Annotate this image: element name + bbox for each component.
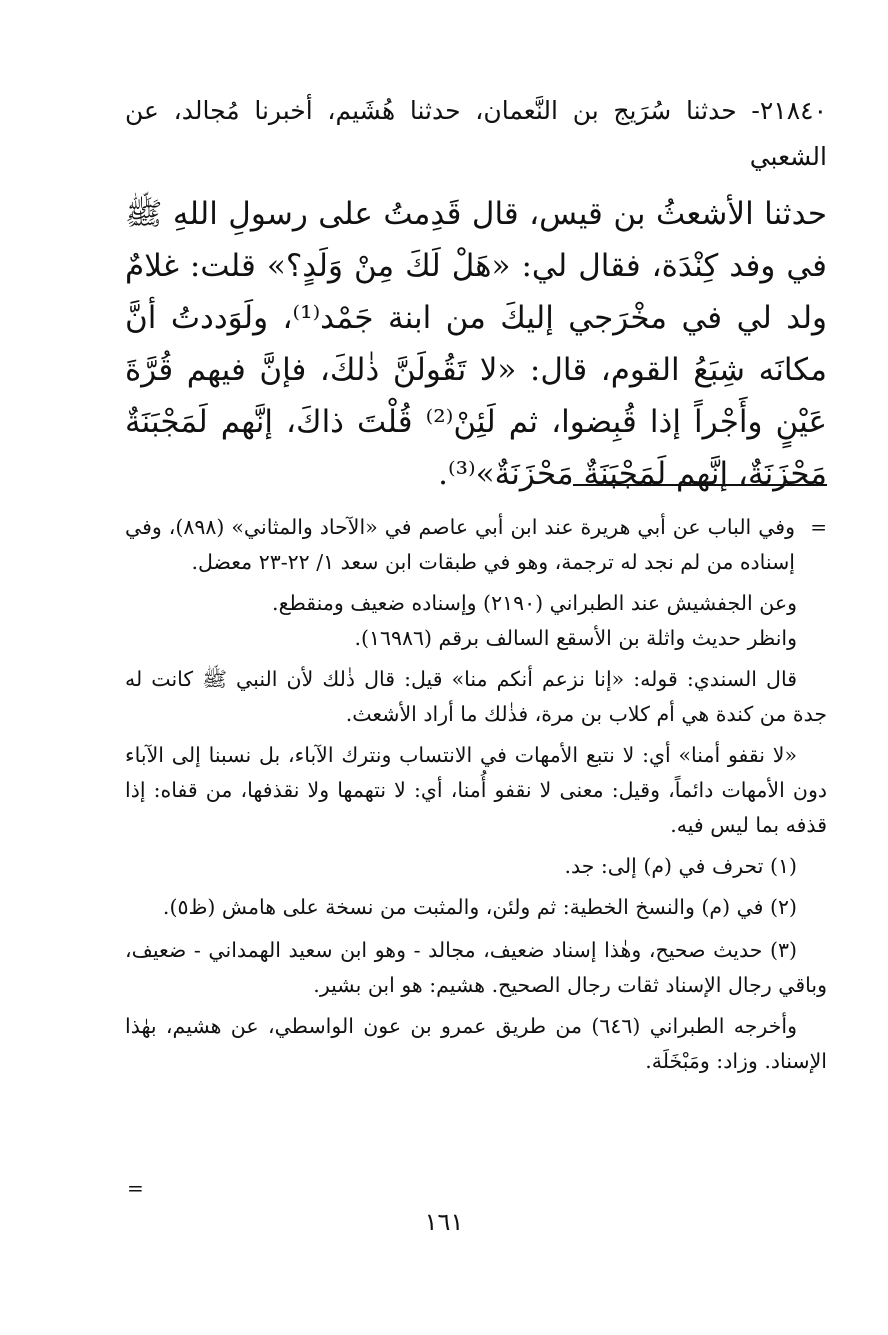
footnote-paragraph: وانظر حديث واثلة بن الأسقع السالف برقم (١٦٩٨٦).: [354, 626, 797, 650]
footnotes-section: [125, 510, 827, 1079]
footnote-3-continued: وأخرجه الطبراني (٦٤٦) من طريق عمرو بن عون الواسطي، عن هشيم، بهٰذا الإسناد. وزاد: ومَبْخَلَة.: [125, 1014, 827, 1073]
footnote-separator: [573, 484, 827, 486]
continuation-mark: =: [810, 515, 827, 539]
footnote-3: (٣) حديث صحيح، وهٰذا إسناد ضعيف، مجالد - وهو ابن سعيد الهمداني - ضعيف، وباقي رجال الإسناد ثقات رجال الصحيح. هشيم: هو ابن بشير.: [125, 938, 827, 997]
hadith-text: حدثنا الأشعثُ بن قيس، قال قَدِمتُ على رسولِ اللهِ ﷺ في وفد كِنْدَة، فقال لي: «هَلْ لَكَ مِنْ وَلَدٍ؟» قلت: غلامٌ ولد لي في مخْرَجي إليكَ من ابنة جَمْد⁽¹⁾، ولَوَددتُ أنَّ مكانَه شِبَعُ القوم، قال: «لا تَقُولَنَّ ذٰلكَ، فإنَّ فيهم قُرَّةَ عَيْنٍ وأَجْراً إذا قُبِضوا، ثم لَئِنْ⁽²⁾ قُلْتَ ذاكَ، إنَّهم لَمَجْبَنَةٌ مَحْزَنَةٌ، إنَّهم لَمَجْبَنَةٌ مَحْزَنَةٌ»⁽³⁾.: [125, 196, 827, 492]
footnote-paragraph: وعن الجفشيش عند الطبراني (٢١٩٠) وإسناده ضعيف ومنقطع.: [272, 591, 797, 615]
footnote-paragraph: قال السندي: قوله: «إنا نزعم أنكم منا» قيل: قال ذٰلك لأن النبي ﷺ كانت له جدة من كندة هي أم كلاب بن مرة، فذٰلك ما أراد الأشعث.: [125, 667, 827, 726]
footnote-1: (١) تحرف في (م) إلى: جد.: [564, 854, 797, 878]
footnote-continuation: [125, 510, 827, 580]
hadith-header: ٢١٨٤٠- حدثنا سُرَيج بن النَّعمان، حدثنا هُشَيم، أخبرنا مُجالد، عن الشعبي: [125, 96, 827, 171]
page-number: ١٦١: [424, 1208, 464, 1236]
footnote-paragraph: «لا نقفو أمنا» أي: لا نتبع الأمهات في الانتساب ونترك الآباء، بل نسبنا إلى الآباء دون الأمهات دائماً، وقيل: معنى لا نقفو أُمنا، أي: لا نتهمها ولا نقذفها، من قفاه: إذا قذفه بما ليس فيه.: [125, 743, 827, 837]
footnote-2: (٢) في (م) والنسخ الخطية: ثم ولئن، والمثبت من نسخة على هامش (ظ٥).: [162, 895, 797, 919]
footnote-paragraph: وفي الباب عن أبي هريرة عند ابن أبي عاصم في «الآحاد والمثاني» (٨٩٨)، وفي إسناده من لم نجد له ترجمة، وهو في طبقات ابن سعد ١/ ٢٢-٢٣ معضل.: [125, 515, 795, 574]
continuation-mark-end: =: [127, 1176, 144, 1200]
